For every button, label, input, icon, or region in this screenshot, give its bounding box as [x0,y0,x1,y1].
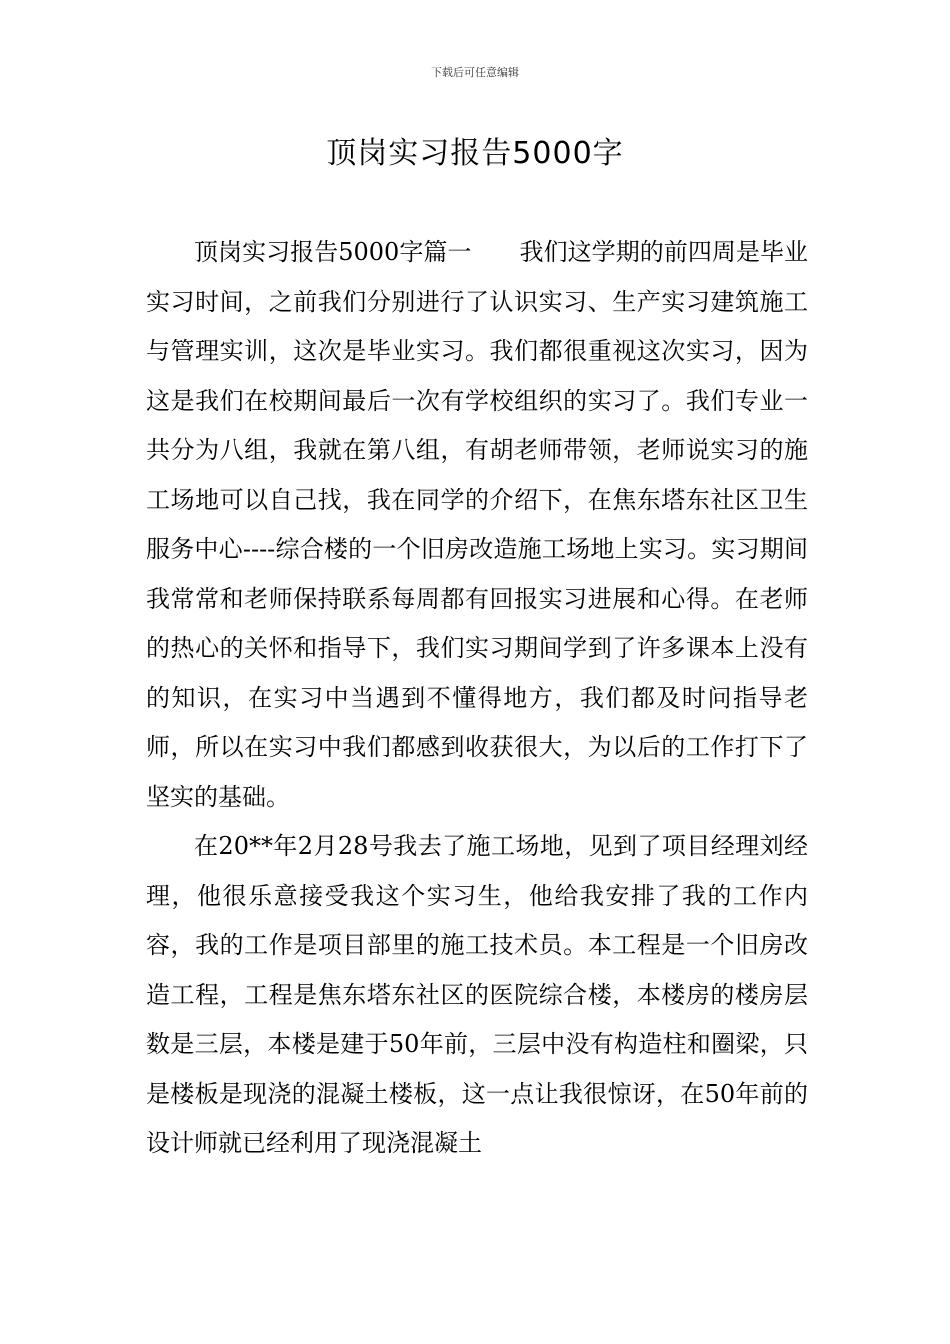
document-body [146,228,808,1169]
page-title: 顶岗实习报告5000字 [326,136,624,171]
paragraph-2: 在20**年2月28号我去了施工场地，见到了项目经理刘经理，他很乐意接受我这个实习生，他给我安排了我的工作内容，我的工作是项目部里的施工技术员。本工程是一个旧房改造工程，工程是焦东塔东社区的医院综合楼，本楼房的楼房层数是三层，本楼是建于50年前，三层中没有构造柱和圈梁，只是楼板是现浇的混凝土楼板，这一点让我很惊讶，在50年前的设计师就已经利用了现浇混凝土 [146,832,808,1157]
header-note: 下载后可任意编辑 [431,66,519,79]
paragraph-1: 顶岗实习报告5000字篇一 我们这学期的前四周是毕业实习时间，之前我们分别进行了认识实习、生产实习建筑施工与管理实训，这次是毕业实习。我们都很重视这次实习，因为这是我们在校期间最后一次有学校组织的实习了。我们专业一共分为八组，我就在第八组，有胡老师带领，老师说实习的施工场地可以自己找，我在同学的介绍下，在焦东塔东社区卫生服务中心----综合楼的一个旧房改造施工场地上实习。实习期间我常常和老师保持联系每周都有回报实习进展和心得。在老师的热心的关怀和指导下，我们实习期间学到了许多课本上没有的知识，在实习中当遇到不懂得地方，我们都及时问指导老师，所以在实习中我们都感到收获很大，为以后的工作打下了坚实的基础。 [146,238,808,811]
